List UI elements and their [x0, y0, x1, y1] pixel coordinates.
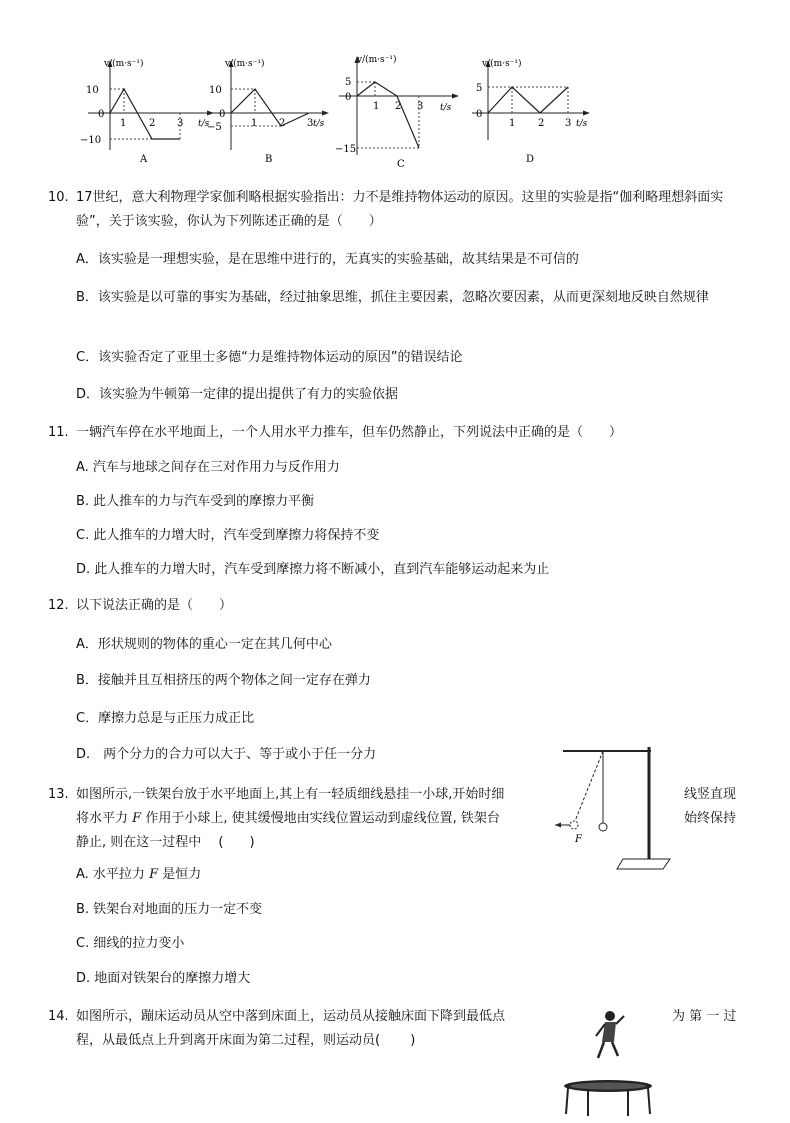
question-12	[48, 594, 748, 618]
y-tick: −10	[80, 135, 102, 146]
force-label: F	[575, 834, 582, 845]
option-d: D. 两个分力的合力可以大于、等于或小于任一分力	[76, 747, 377, 762]
option-d: D. 此人推车的力增大时，汽车受到摩擦力将不断减小，直到汽车能够运动起来为止	[76, 562, 550, 577]
question-stem: 以下说法正确的是（ ）	[76, 598, 233, 613]
question-stem-line-1: 如图所示,一铁架台放于水平地面上,其上有一轻质细线悬挂一小球,开始时细	[76, 787, 505, 802]
question-number: 12.	[48, 598, 69, 613]
option-text: 是恒力	[162, 867, 202, 882]
y-axis-label: v/(m·s⁻¹)	[357, 55, 397, 65]
question-stem-line-2: 程，从最低点上升到离开床面为第二过程，则运动员( )	[76, 1033, 416, 1048]
question-stem-line-2	[76, 807, 548, 831]
graph-option-label: D	[526, 154, 535, 165]
x-tick: 1	[509, 118, 516, 129]
option-a	[76, 863, 746, 887]
graph-option-label: C	[397, 159, 405, 170]
y-tick: −15	[335, 144, 357, 155]
y-tick: 0	[476, 109, 483, 120]
x-tick: 1	[251, 118, 258, 129]
option-a: A. 汽车与地球之间存在三对作用力与反作用力	[76, 460, 340, 475]
option-d: D. 地面对铁架台的摩擦力增大	[76, 971, 251, 986]
y-tick: 5	[345, 77, 352, 88]
question-stem: 一辆汽车停在水平地面上，一个人用水平力推车，但车仍然静止，下列说法中正确的是（ ）	[76, 425, 623, 440]
x-tick: 2	[279, 118, 286, 129]
option-b: B. 铁架台对地面的压力一定不变	[76, 902, 263, 917]
y-tick: 10	[209, 85, 222, 96]
option-d: D．该实验为牛顿第一定律的提出提供了有力的实验依据	[76, 387, 399, 402]
y-axis-label: v/(m·s⁻¹)	[225, 59, 265, 69]
question-stem-line-1: 如图所示，蹦床运动员从空中落到床面上，运动员从接触床面下降到最低点	[76, 1009, 506, 1024]
option-b: B．该实验是以可靠的事实为基础，经过抽象思维，抓住主要因素，忽略次要因素，从而更深刻地反映自然规律	[76, 290, 709, 305]
x-tick: 2	[395, 101, 402, 112]
option-c: C．该实验否定了亚里士多德“力是维持物体运动的原因”的错误结论	[76, 350, 463, 365]
question-10	[48, 186, 748, 234]
trampoline-figure	[558, 1008, 668, 1123]
x-tick: 1	[373, 101, 380, 112]
y-tick: −5	[207, 122, 222, 133]
option-c: C. 细线的拉力变小	[76, 936, 185, 951]
question-11	[48, 421, 748, 445]
x-tick: 3	[417, 101, 424, 112]
option-a: A．形状规则的物体的重心一定在其几何中心	[76, 637, 332, 652]
y-tick: 5	[476, 83, 483, 94]
option-c: C．摩擦力总是与正压力成正比	[76, 711, 255, 726]
question-13	[48, 783, 548, 855]
x-tick: 3	[565, 118, 572, 129]
graph-b	[205, 50, 335, 174]
x-tick: 2	[149, 118, 156, 129]
graph-a	[80, 50, 220, 174]
iron-stand-figure	[555, 745, 680, 879]
x-axis-label: t/s	[198, 119, 210, 129]
x-tick: 1	[120, 118, 127, 129]
y-tick: 10	[86, 85, 99, 96]
stem-text: 将水平力	[76, 811, 129, 826]
option-text: A. 水平拉力	[76, 867, 145, 882]
option-c: C. 此人推车的力增大时，汽车受到摩擦力将保持不变	[76, 528, 380, 543]
graph-d	[468, 50, 598, 174]
x-tick: 2	[538, 118, 545, 129]
x-axis-label: t/s	[440, 103, 452, 113]
option-a: A．该实验是一理想实验，是在思维中进行的，无真实的实验基础，故其结果是不可信的	[76, 252, 579, 267]
question-stem: 17世纪，意大利物理学家伽利略根据实验指出：力不是维持物体运动的原因。这里的实验是指“伽利略理想斜面实验”，关于该实验，你认为下列陈述正确的是（ ）	[76, 190, 724, 229]
question-number: 11.	[48, 425, 69, 440]
x-tick: 3	[307, 118, 314, 129]
question-stem-wrap: 始终保持	[684, 811, 737, 826]
y-axis-label: v/(m·s⁻¹)	[104, 59, 144, 69]
y-tick: 0	[345, 92, 352, 103]
graph-c	[335, 50, 470, 179]
y-tick: 0	[219, 109, 226, 120]
question-number: 13.	[48, 787, 69, 802]
force-symbol: F	[132, 811, 142, 826]
y-axis-label: v/(m·s⁻¹)	[482, 59, 522, 69]
question-stem-wrap: 线竖直现	[684, 787, 737, 802]
graph-option-label: A	[140, 154, 148, 165]
graph-option-label: B	[265, 154, 273, 165]
question-number: 14.	[48, 1009, 69, 1024]
y-tick: 0	[98, 109, 105, 120]
question-14	[48, 1005, 548, 1053]
option-b: B．接触并且互相挤压的两个物体之间一定存在弹力	[76, 673, 371, 688]
question-stem-line-3: 静止, 则在这一过程中 ( )	[76, 835, 255, 850]
x-axis-label: t/s	[576, 119, 588, 129]
x-tick: 3	[177, 118, 184, 129]
question-stem-wrap: 为 第 一 过	[672, 1009, 737, 1024]
option-b: B. 此人推车的力与汽车受到的摩擦力平衡	[76, 494, 315, 509]
stem-text: 作用于小球上, 使其缓慢地由实线位置运动到虚线位置, 铁架台	[145, 811, 500, 826]
question-number: 10.	[48, 190, 69, 205]
force-symbol: F	[149, 867, 159, 882]
x-axis-label: t/s	[313, 119, 325, 129]
